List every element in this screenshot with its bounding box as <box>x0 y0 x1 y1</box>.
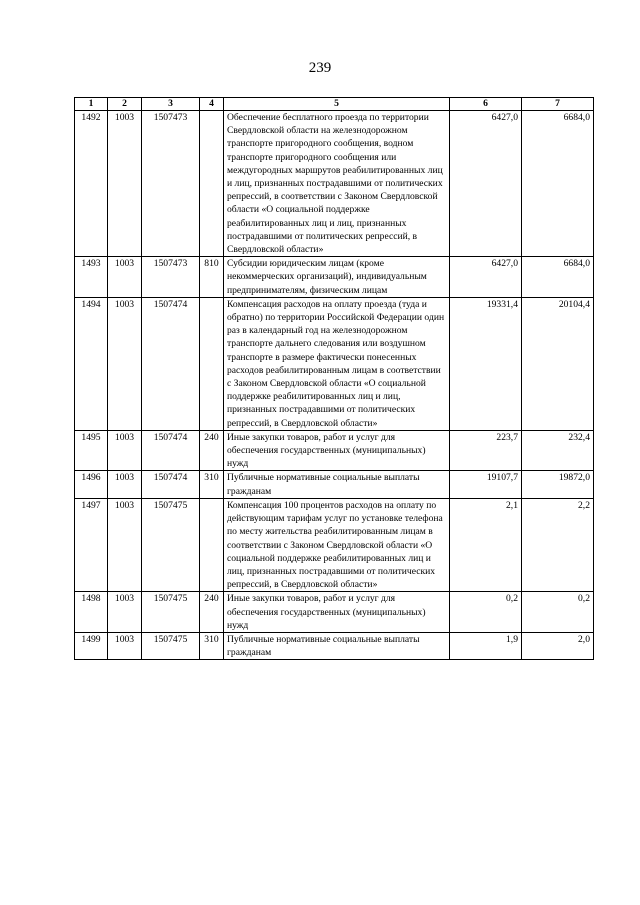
table-row <box>75 632 594 659</box>
amount-year-2: 20104,4 <box>522 297 594 430</box>
header-cell: 5 <box>224 98 450 111</box>
row-number: 1495 <box>75 430 108 471</box>
expense-type-code: 310 <box>200 632 224 659</box>
amount-year-2: 2,0 <box>522 632 594 659</box>
table-row <box>75 592 594 633</box>
section-code: 1003 <box>108 632 142 659</box>
item-description: Публичные нормативные социальные выплаты гражданам <box>224 632 450 659</box>
row-number: 1496 <box>75 471 108 498</box>
header-row <box>75 98 594 111</box>
amount-year-1: 19107,7 <box>450 471 522 498</box>
item-description: Компенсация 100 процентов расходов на оплату по действующим тарифам услуг по установке телефона по месту жительства реабилитированным лицам в соответствии с Законом Свердловской области «О социальной поддержке реабилитированных лиц и лиц, признанных пострадавшими от политических репрессий, в Свердловской области» <box>224 498 450 591</box>
row-number: 1494 <box>75 297 108 430</box>
item-description: Обеспечение бесплатного проезда по территории Свердловской области на железнодорожном транспорте пригородного сообщения, водном транспорте пригородного сообщения или междугородных маршрутов реабилитированных лиц и лиц, признанных пострадавшими от политических репрессий, в соответствии с Законом Свердловской области «О социальной поддержке реабилитированных лиц и лиц, признанных пострадавшими от политических репрессий, в Свердловской области» <box>224 111 450 257</box>
target-article-code: 1507475 <box>142 498 200 591</box>
section-code: 1003 <box>108 471 142 498</box>
row-number: 1497 <box>75 498 108 591</box>
row-number: 1498 <box>75 592 108 633</box>
section-code: 1003 <box>108 297 142 430</box>
amount-year-1: 2,1 <box>450 498 522 591</box>
table-row <box>75 111 594 257</box>
amount-year-2: 2,2 <box>522 498 594 591</box>
amount-year-2: 6684,0 <box>522 111 594 257</box>
target-article-code: 1507475 <box>142 592 200 633</box>
expense-type-code: 810 <box>200 257 224 298</box>
header-cell: 4 <box>200 98 224 111</box>
row-number: 1499 <box>75 632 108 659</box>
budget-table <box>74 97 594 660</box>
item-description: Субсидии юридическим лицам (кроме некоммерческих организаций), индивидуальным предпринимателям, физическим лицам <box>224 257 450 298</box>
header-cell: 2 <box>108 98 142 111</box>
table-row <box>75 471 594 498</box>
amount-year-1: 6427,0 <box>450 257 522 298</box>
section-code: 1003 <box>108 498 142 591</box>
expense-type-code: 310 <box>200 471 224 498</box>
expense-type-code <box>200 111 224 257</box>
table-row <box>75 257 594 298</box>
amount-year-1: 223,7 <box>450 430 522 471</box>
expense-type-code: 240 <box>200 592 224 633</box>
expense-type-code <box>200 297 224 430</box>
section-code: 1003 <box>108 592 142 633</box>
target-article-code: 1507475 <box>142 632 200 659</box>
amount-year-2: 19872,0 <box>522 471 594 498</box>
item-description: Иные закупки товаров, работ и услуг для обеспечения государственных (муниципальных) нужд <box>224 592 450 633</box>
table-row <box>75 430 594 471</box>
amount-year-2: 0,2 <box>522 592 594 633</box>
target-article-code: 1507473 <box>142 111 200 257</box>
amount-year-1: 19331,4 <box>450 297 522 430</box>
amount-year-1: 1,9 <box>450 632 522 659</box>
header-cell: 7 <box>522 98 594 111</box>
header-cell: 3 <box>142 98 200 111</box>
header-cell: 6 <box>450 98 522 111</box>
item-description: Компенсация расходов на оплату проезда (туда и обратно) по территории Российской Федерации один раз в календарный год на железнодорожном транспорте дальнего следования или воздушном транспорте в размере фактически понесенных расходов реабилитированным лицам в соответствии с Законом Свердловской области «О социальной поддержке реабилитированных лиц и лиц, признанных пострадавшими от политических репрессий, в Свердловской области» <box>224 297 450 430</box>
row-number: 1493 <box>75 257 108 298</box>
target-article-code: 1507474 <box>142 430 200 471</box>
amount-year-1: 6427,0 <box>450 111 522 257</box>
item-description: Иные закупки товаров, работ и услуг для обеспечения государственных (муниципальных) нужд <box>224 430 450 471</box>
target-article-code: 1507474 <box>142 471 200 498</box>
expense-type-code <box>200 498 224 591</box>
target-article-code: 1507474 <box>142 297 200 430</box>
expense-type-code: 240 <box>200 430 224 471</box>
section-code: 1003 <box>108 430 142 471</box>
target-article-code: 1507473 <box>142 257 200 298</box>
table-row <box>75 498 594 591</box>
amount-year-1: 0,2 <box>450 592 522 633</box>
table-row <box>75 297 594 430</box>
amount-year-2: 232,4 <box>522 430 594 471</box>
section-code: 1003 <box>108 111 142 257</box>
row-number: 1492 <box>75 111 108 257</box>
section-code: 1003 <box>108 257 142 298</box>
page-number: 239 <box>308 60 332 76</box>
amount-year-2: 6684,0 <box>522 257 594 298</box>
item-description: Публичные нормативные социальные выплаты гражданам <box>224 471 450 498</box>
header-cell: 1 <box>75 98 108 111</box>
